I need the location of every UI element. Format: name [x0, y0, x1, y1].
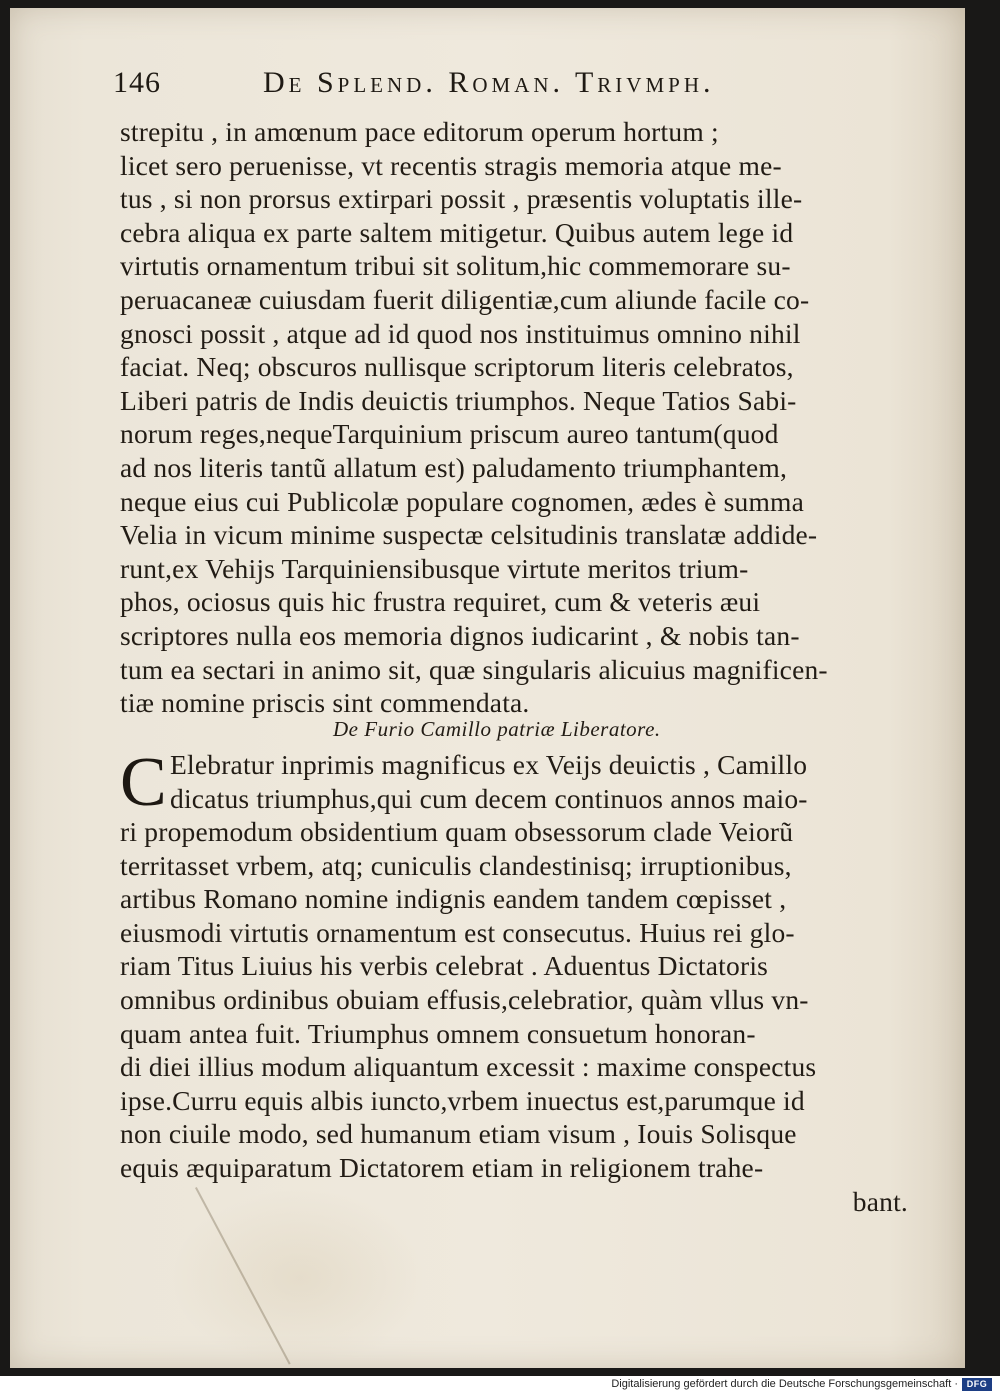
section-text: [120, 744, 920, 1218]
footer-credit: Digitalisierung gefördert durch die Deutsche Forschungsgemeinschaft ·: [611, 1378, 958, 1390]
page-number: 146: [113, 66, 161, 99]
text-line: cebra aliqua ex parte saltem mitigetur. Quibus autem lege id: [120, 216, 794, 248]
text-line: di diei illius modum aliquantum excessit : maxime conspectus: [120, 1051, 817, 1083]
text-line: faciat. Neq; obscuros nullisque scriptorum literis celebratos,: [120, 351, 794, 383]
text-line: virtutis ornamentum tribui sit solitum,hic commemorare su-: [120, 250, 791, 282]
text-line: runt,ex Vehijs Tarquiniensibusque virtute meritos trium-: [120, 552, 749, 584]
page-header: [113, 66, 913, 110]
text-line: phos, ociosus quis hic frustra requiret, cum & veteris æui: [120, 586, 761, 618]
text-line: dicatus triumphus,qui cum decem continuos annos maio-: [170, 782, 808, 814]
text-line: territasset vrbem, atq; cuniculis clandestinisq; irruptionibus,: [120, 849, 792, 881]
text-line: neque eius cui Publicolæ populare cognomen, ædes è summa: [120, 485, 805, 517]
text-line: non ciuile modo, sed humanum etiam visum , Iouis Solisque: [120, 1118, 797, 1150]
text-line: eiusmodi virtutis ornamentum est consecutus. Huius rei glo-: [120, 916, 795, 948]
text-line: scriptores nulla eos memoria dignos iudicarint , & nobis tan-: [120, 619, 800, 651]
text-line: artibus Romano nomine indignis eandem tandem cœpisset ,: [120, 883, 787, 915]
text-line: tus , si non prorsus extirpari possit , præsentis voluptatis ille-: [120, 183, 803, 215]
text-line: gnosci possit , atque ad id quod nos instituimus omnino nihil: [120, 317, 801, 349]
text-line: ad nos literis tantũ allatum est) paludamento triumphantem,: [120, 451, 788, 483]
text-line: ri propemodum obsidentium quam obsessorum clade Veiorũ: [120, 816, 794, 847]
text-line: licet sero peruenisse, vt recentis stragis memoria atque me-: [120, 149, 782, 181]
text-line: Elebratur inprimis magnificus ex Veijs deuictis , Camillo: [170, 749, 808, 780]
drop-cap-block: [120, 744, 920, 821]
dfg-logo: DFG: [962, 1378, 992, 1391]
text-line: Velia in vicum minime suspectæ celsitudinis translatæ addide-: [120, 519, 818, 551]
text-line: riam Titus Liuius his verbis celebrat . Aduentus Dictatoris: [120, 950, 769, 982]
body-text: [120, 115, 920, 720]
text-line: equis æquiparatum Dictatorem etiam in religionem trahe-: [120, 1151, 764, 1183]
running-head: De Splend. Roman. Trivmph.: [263, 66, 715, 99]
drop-cap: C: [120, 744, 167, 821]
text-line: quam antea fuit. Triumphus omnem consuetum honoran-: [120, 1017, 756, 1049]
text-line: peruacaneæ cuiusdam fuerit diligentiæ,cum aliunde facile co-: [120, 283, 810, 315]
text-line: tiæ nomine priscis sint commendata.: [120, 687, 530, 719]
text-line: tum ea sectari in animo sit, quæ singularis alicuius magnificen-: [120, 653, 828, 685]
catchword: bant.: [852, 1185, 908, 1217]
text-line: Liberi patris de Indis deuictis triumphos. Neque Tatios Sabi-: [120, 384, 797, 416]
text-line: ipse.Curru equis albis iuncto,vrbem inuectus est,parumque id: [120, 1084, 805, 1116]
section-heading: De Furio Camillo patriæ Liberatore.: [333, 717, 661, 741]
text-line: omnibus ordinibus obuiam effusis,celebratior, quàm vllus vn-: [120, 983, 809, 1015]
text-line: norum reges,nequeTarquinium priscum aureo tantum(quod: [120, 418, 779, 450]
text-line: strepitu , in amœnum pace editorum operum hortum ;: [120, 116, 719, 147]
